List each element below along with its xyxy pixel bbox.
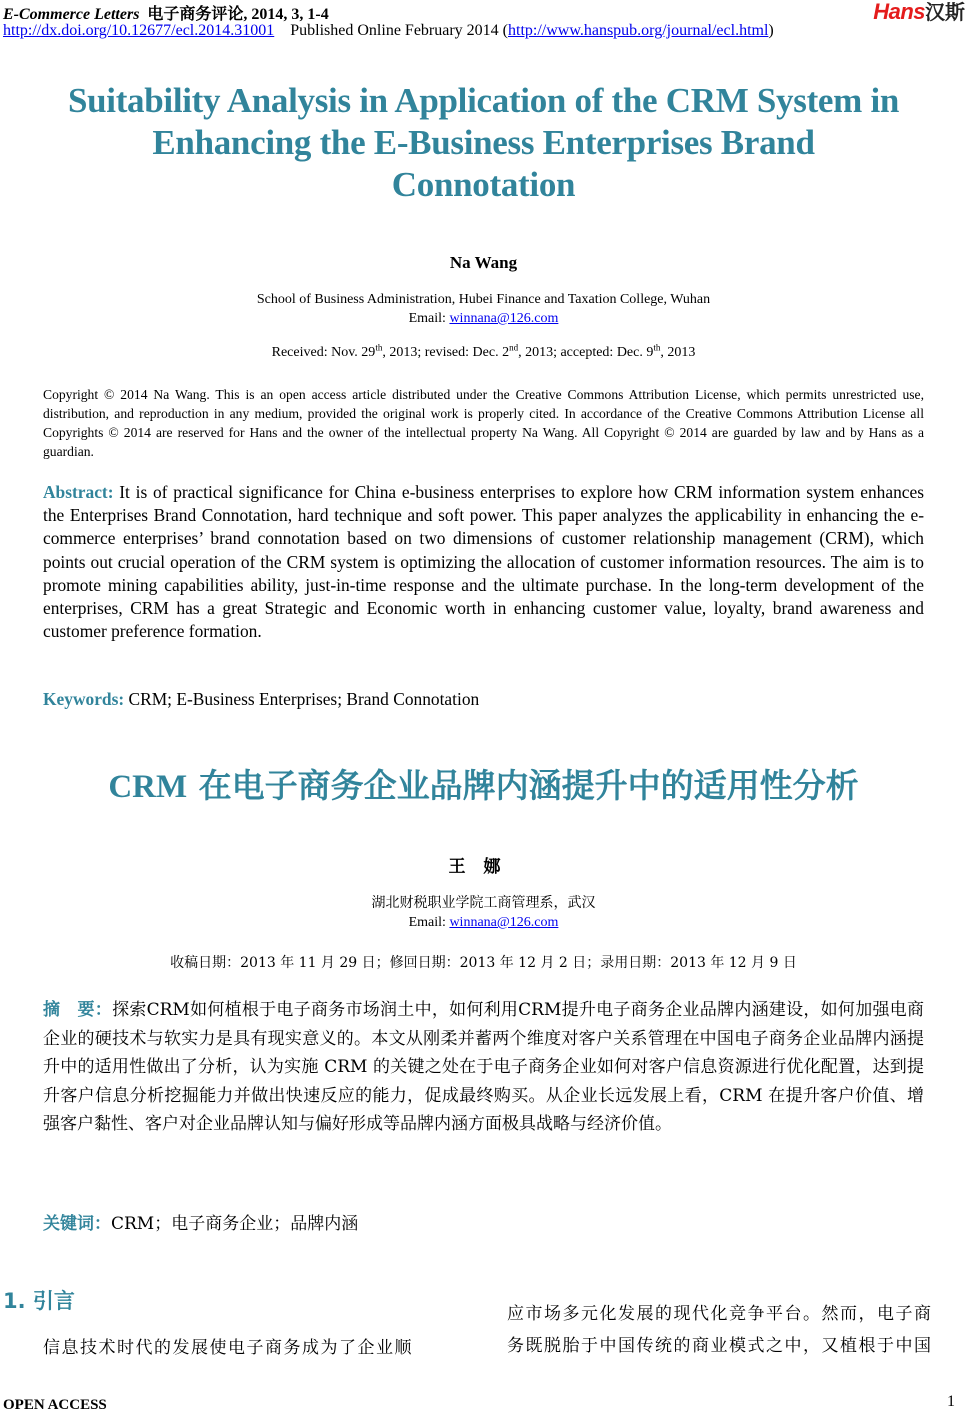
ordinal-suffix: th bbox=[375, 342, 383, 353]
email-link[interactable]: winnana@126.com bbox=[449, 311, 559, 326]
published-prefix: Published Online February 2014 ( bbox=[290, 22, 508, 39]
chinese-affiliation bbox=[0, 893, 967, 933]
email-label: Email: bbox=[408, 915, 450, 930]
received-date: Received: Nov. 29 bbox=[271, 345, 376, 360]
author-affiliation bbox=[0, 290, 967, 328]
logo-text-cn: 汉斯 bbox=[925, 0, 965, 24]
email-label: Email: bbox=[408, 311, 450, 326]
title-crm: CRM bbox=[108, 769, 188, 805]
hans-logo bbox=[873, 0, 965, 24]
email-link[interactable]: winnana@126.com bbox=[449, 915, 559, 930]
body-line: 务既脱胎于中国传统的商业模式之中，又植根于中国 bbox=[507, 1336, 933, 1356]
email-line bbox=[0, 913, 967, 933]
chinese-author-name: 王娜 bbox=[448, 857, 519, 877]
publication-line bbox=[3, 22, 774, 40]
article-dates bbox=[0, 342, 967, 361]
revised-date: , 2013; revised: Dec. 2 bbox=[382, 345, 510, 360]
abstract-text: 探索CRM如何植根于电子商务市场润土中，如何利用CRM提升电子商务企业品牌内涵建设，如何加强电商企业的硬技术与软实力是具有现实意义的。本文从刚柔并蓄两个维度对客户关系管理在中国电子商务企业品牌内涵提升中的适用性做出了分析，认为实施 CRM 的关键之处在于电子商务企业如何对客户信息资源进行优化配置，达到提升客户信息分析挖掘能力并做出快速反应的能力，促成最终购买。从企业长远发展上看，CRM 在提升客户价值、增强客户黏性、客户对企业品牌认知与偏好形成等品牌内涵方面极具战略与经济价值。 bbox=[43, 1000, 924, 1134]
english-title bbox=[0, 80, 967, 206]
abstract-text: It is of practical significance for China e-business enterprises to explore how CRM information system enhances the Enterprises Brand Connotation, hard technique and soft power. This paper analyzes the applicability in enhancing the e-commerce enterprises’ brand connotation based on two dimensions of customer relationship management (CRM), which points out crucial operation of the CRM system is optimizing the allocation of customer information resources. The aim is to promote mining capabilities ability, just-in-time response and the ultimate purchase. In the long-term development of the enterprises, CRM has a great Strategic and Economic worth in enhancing customer value, loyalty, brand awareness and customer preference formation. bbox=[43, 482, 924, 642]
title-line: Suitability Analysis in Application of the CRM System in bbox=[67, 81, 900, 120]
open-access-label: OPEN ACCESS bbox=[3, 1397, 107, 1413]
keywords-label: Keywords: bbox=[43, 689, 125, 709]
published-suffix: ) bbox=[768, 22, 774, 39]
affiliation-text: 湖北财税职业学院工商管理系，武汉 bbox=[371, 895, 596, 911]
chinese-title bbox=[0, 760, 967, 807]
keywords-text: CRM；电子商务企业；品牌内涵 bbox=[111, 1214, 359, 1234]
chinese-abstract bbox=[43, 996, 924, 1139]
journal-url-link[interactable]: http://www.hanspub.org/journal/ecl.html bbox=[508, 22, 769, 39]
journal-header bbox=[3, 1, 329, 24]
journal-cn-info: 电子商务评论, 2014, 3, 1-4 bbox=[147, 6, 329, 23]
dates-end: , 2013 bbox=[660, 345, 696, 360]
english-keywords bbox=[43, 689, 479, 710]
ordinal-suffix: th bbox=[653, 342, 661, 353]
affiliation-text: School of Business Administration, Hubei Finance and Taxation College, Wuhan bbox=[256, 292, 711, 307]
doi-link[interactable]: http://dx.doi.org/10.12677/ecl.2014.31001 bbox=[3, 22, 275, 39]
body-line: 应市场多元化发展的现代化竞争平台。然而，电子商 bbox=[507, 1304, 933, 1324]
body-column-right bbox=[507, 1298, 967, 1362]
chinese-article-dates: 收稿日期：2013 年 11 月 29 日；修回日期：2013 年 12 月 2 日；录用日期：2013 年 12 月 9 日 bbox=[170, 955, 797, 971]
keywords-text: CRM; E-Business Enterprises; Brand Connotation bbox=[128, 689, 480, 709]
author-name: Na Wang bbox=[449, 253, 518, 272]
section-heading: 1. 引言 bbox=[3, 1289, 75, 1313]
ordinal-suffix: nd bbox=[509, 342, 519, 353]
email-line bbox=[0, 309, 967, 328]
abstract-label: 摘 要： bbox=[43, 1000, 113, 1020]
title-rest: 在电子商务企业品牌内涵提升中的适用性分析 bbox=[187, 766, 859, 805]
journal-name: E-Commerce Letters bbox=[3, 6, 140, 23]
logo-text-en: Hans bbox=[873, 0, 925, 24]
body-column-left: 信息技术时代的发展使电子商务成为了企业顺 bbox=[43, 1338, 413, 1358]
accepted-date: , 2013; accepted: Dec. 9 bbox=[518, 345, 654, 360]
copyright-notice: Copyright © 2014 Na Wang. This is an open access article distributed under the Creative Commons Attribution License, which permits unrestricted use, distribution, and reproduction in any medium, provided the original work is properly cited. In accordance of the Creative Commons Attribution License all Copyrights © 2014 are reserved for Hans and the owner of the intellectual property Na Wang. All Copyright © 2014 are guarded by law and by Hans as a guardian. bbox=[43, 387, 924, 459]
english-abstract bbox=[43, 481, 924, 643]
title-line: Enhancing the E-Business Enterprises Brand bbox=[152, 123, 815, 162]
keywords-label: 关键词： bbox=[43, 1214, 111, 1234]
chinese-keywords bbox=[43, 1209, 358, 1234]
page-number: 1 bbox=[947, 1393, 955, 1410]
title-line: Connotation bbox=[391, 165, 576, 204]
abstract-label: Abstract: bbox=[43, 482, 114, 502]
